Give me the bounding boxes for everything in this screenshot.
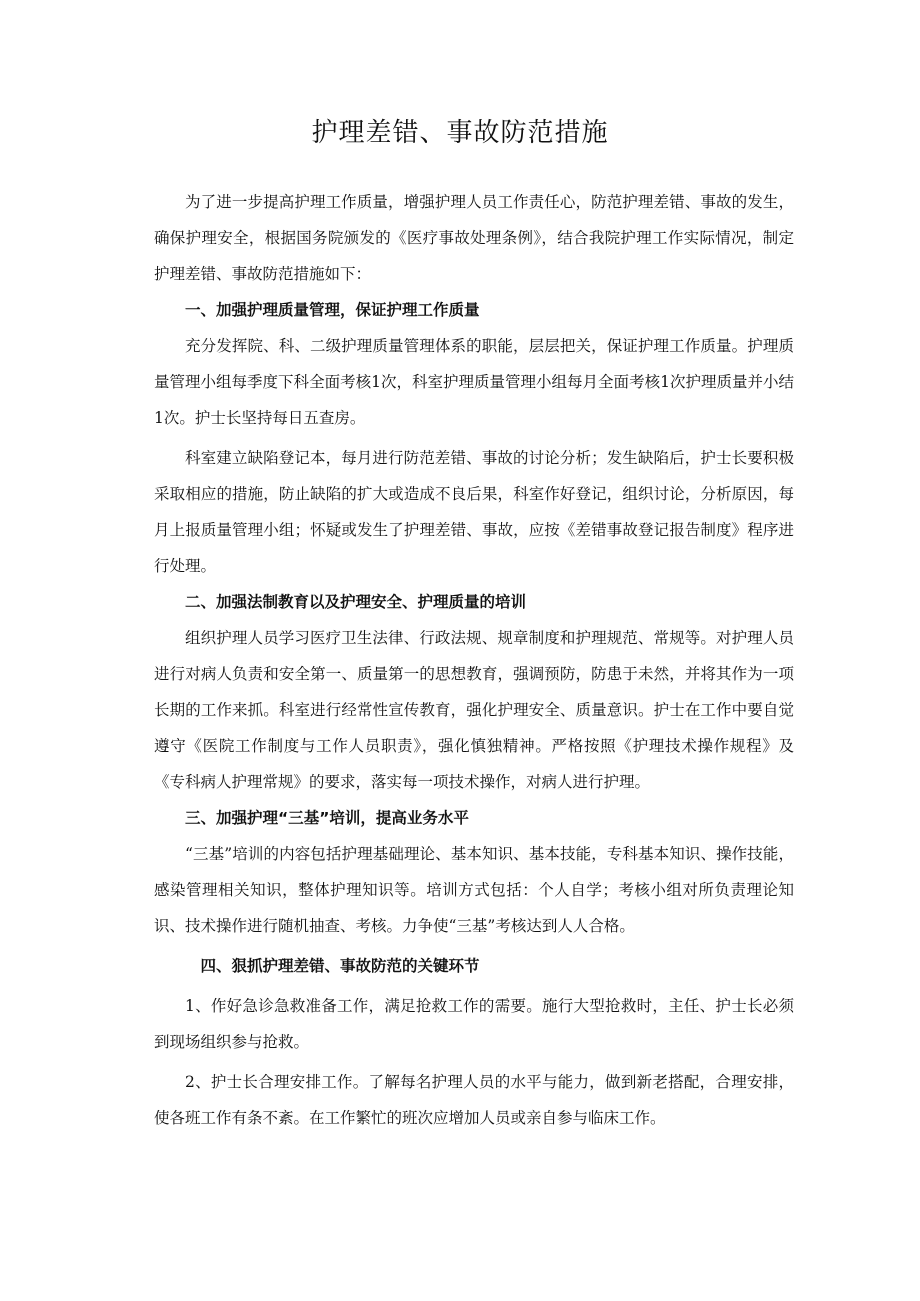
section-3-heading: 三、加强护理“三基”培训，提高业务水平 — [185, 809, 469, 827]
section-4-paragraph-2: 2、护士长合理安排工作。了解每名护理人员的水平与能力，做到新老搭配，合理安排，使各班工作有条不紊。在工作繁忙的班次应增加人员或亲自参与临床工作。 — [154, 1073, 794, 1127]
intro-paragraph: 为了进一步提高护理工作质量，增强护理人员工作责任心，防范护理差错、事故的发生，确保护理安全，根据国务院颁发的《医疗事故处理条例》，结合我院护理工作实际情况，制定护理差错、事故防范措施如下： — [154, 193, 794, 283]
section-4-paragraph-1: 1、作好急诊急救准备工作，满足抢救工作的需要。施行大型抢救时，主任、护士长必须到现场组织参与抢救。 — [154, 997, 794, 1051]
section-1-heading: 一、加强护理质量管理，保证护理工作质量 — [185, 301, 480, 319]
section-2-paragraph-1: 组织护理人员学习医疗卫生法律、行政法规、规章制度和护理规范、常规等。对护理人员进行对病人负责和安全第一、质量第一的思想教育，强调预防，防患于未然，并将其作为一项长期的工作来抓。科室进行经常性宣传教育，强化护理安全、质量意识。护士在工作中要自觉遵守《医院工作制度与工作人员职责》，强化慎独精神。严格按照《护理技术操作规程》及《专科病人护理常规》的要求，落实每一项技术操作，对病人进行护理。 — [154, 629, 794, 791]
document-body — [154, 184, 794, 1136]
section-4-heading: 四、狠抓护理差错、事故防范的关键环节 — [200, 957, 480, 975]
page-title: 护理差错、事故防范措施 — [311, 118, 609, 148]
section-1-paragraph-1: 充分发挥院、科、二级护理质量管理体系的职能，层层把关，保证护理工作质量。护理质量管理小组每季度下科全面考核1次，科室护理质量管理小组每月全面考核1次护理质量并小结1次。护士长坚持每日五查房。 — [154, 337, 794, 427]
section-3-paragraph-1: “三基”培训的内容包括护理基础理论、基本知识、基本技能，专科基本知识、操作技能，感染管理相关知识，整体护理知识等。培训方式包括：个人自学；考核小组对所负责理论知识、技术操作进行随机抽查、考核。力争使“三基”考核达到人人合格。 — [154, 845, 794, 935]
section-1-paragraph-2: 科室建立缺陷登记本，每月进行防范差错、事故的讨论分析；发生缺陷后，护士长要积极采取相应的措施，防止缺陷的扩大或造成不良后果，科室作好登记，组织讨论，分析原因，每月上报质量管理小组；怀疑或发生了护理差错、事故，应按《差错事故登记报告制度》程序进行处理。 — [154, 449, 794, 575]
section-2-heading: 二、加强法制教育以及护理安全、护理质量的培训 — [185, 593, 527, 611]
